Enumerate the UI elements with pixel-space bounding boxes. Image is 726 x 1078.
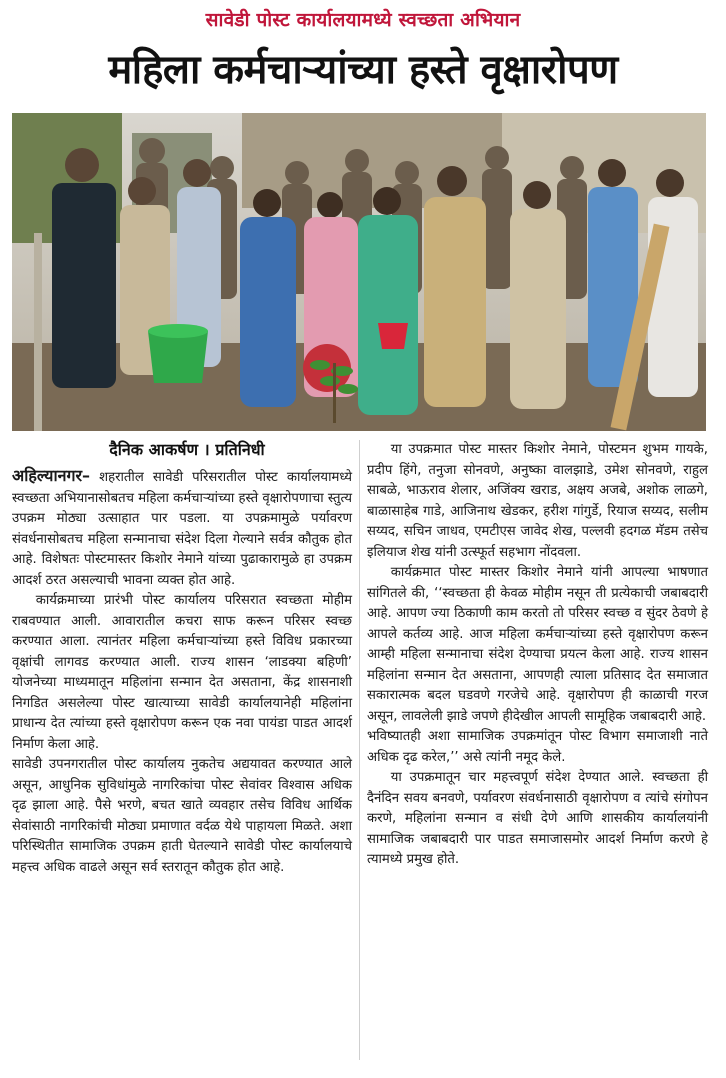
article-paragraph xyxy=(12,466,352,591)
paragraph-text: शहरातील सावेडी परिसरातील पोस्ट कार्यालयामध्ये स्वच्छता अभियानासोबतच महिला कर्मचाऱ्यांच्या हस्ते वृक्षारोपणाचा स्तुत्य उपक्रम मोठ्या उत्साहात पार पडला. या उपक्रमामुळे पर्यावरण संवर्धनासोबतच महिला सन्मानाचा संदेश दिला गेल्याने सर्वत्र कौतुक होत आहे. विशेषतः पोस्टमास्तर किशोर नेमाने यांच्या पुढाकारामुळे हा उपक्रम आदर्श ठरत असल्याची भावना व्यक्त होत आहे. xyxy=(12,470,352,588)
dateline: अहिल्यानगर– xyxy=(12,466,91,485)
article-headline: महिला कर्मचाऱ्यांच्या हस्ते वृक्षारोपण xyxy=(108,47,618,93)
article-photo xyxy=(12,113,706,431)
article-column-left xyxy=(12,466,352,878)
article-paragraph: कार्यक्रमाच्या प्रारंभी पोस्ट कार्यालय परिसरात स्वच्छता मोहीम राबवण्यात आली. आवारातील कचरा साफ करून परिसर स्वच्छ करण्यात आला. त्यानंतर महिला कर्मचाऱ्यांच्या हस्ते विविध प्रकारच्या वृक्षांची लागवड करण्यात आली. राज्य शासन ‘लाडक्या बहिणी’ योजनेच्या माध्यमातून महिलांना सन्मान देत असताना, केंद्र शासनाशी निगडित असलेल्या पोस्ट खात्याच्या सावेडी कार्यालयानेही महिलांना प्राधान्य देत त्यांच्या हस्ते वृक्षारोपण करून एक नवा पायंडा पाडत आदर्श निर्माण केला आहे. xyxy=(12,593,352,752)
article-kicker: सावेडी पोस्ट कार्यालयामध्ये स्वच्छता अभियान xyxy=(205,9,521,31)
article-paragraph: या उपक्रमातून चार महत्त्वपूर्ण संदेश देण्यात आले. स्वच्छता ही दैनंदिन सवय बनवणे, पर्यावरण संवर्धनासाठी वृक्षारोपण व त्यांचे संगोपन करणे, महिलांना सन्मान व संधी देणे आणि शासकीय कार्यालयांनी सामाजिक जबाबदारी पार पाडत समाजासमोर आदर्श निर्माण करणे हे त्यामध्ये प्रमुख होते. xyxy=(367,770,708,867)
article-byline: दैनिक आकर्षण । प्रतिनिधी xyxy=(109,440,265,459)
article-paragraph: कार्यक्रमात पोस्ट मास्तर किशोर नेमाने यांनी आपल्या भाषणात सांगितले की, ‘‘स्वच्छता ही केवळ मोहीम नसून ती प्रत्येकाची जबाबदारी आहे. आपण ज्या ठिकाणी काम करतो तो परिसर स्वच्छ व सुंदर ठेवणे हे आपले कर्तव्य आहे. आज महिला कर्मचाऱ्यांच्या हस्ते वृक्षारोपण करून आम्ही महिला सन्मानाचा संदेश देण्याचा प्रयत्न केला आहे. राज्य शासन महिलांना सन्मान देत असताना, आपणही त्याला प्रतिसाद देत समाजात सकारात्मक बदल घडवणे गरजेचे आहे. वृक्षारोपण ही काळाची गरज असून, लावलेली झाडे जपणे हीदेखील आपली सामूहिक जबाबदारी आहे. xyxy=(367,565,708,724)
article-paragraph: या उपक्रमात पोस्ट मास्तर किशोर नेमाने, पोस्टमन शुभम गायके, प्रदीप हिंगे, तनुजा सोनवणे, अनुष्का वालझाडे, उमेश सोनवणे, राहुल साबळे, भाऊराव शेलार, अजिंक्य खराड, अक्षय अजबे, अशोक लाळगे, बाळासाहेब गाडे, आजिनाथ खेडकर, हरीश गांगुर्डे, रियाज सय्यद, सलीम सय्यद, सचिन जाधव, एमटीएस जावेद शेख, पल्लवी हदगळ मॅडम तसेच इलियाज शेख यांनी उत्स्फूर्त सहभाग नोंदवला. xyxy=(367,442,708,560)
group-photo-illustration xyxy=(12,113,706,431)
column-divider xyxy=(359,440,360,1060)
article-column-right xyxy=(367,440,708,871)
article-paragraph: सावेडी उपनगरातील पोस्ट कार्यालय नुकतेच अद्ययावत करण्यात आले असून, आधुनिक सुविधांमुळे नागरिकांचा पोस्ट सेवांवर विश्वास अधिक दृढ झाला आहे. पैसे भरणे, बचत खाते व्यवहार तसेच विविध आर्थिक सेवांसाठी नागरिकांची मोठ्या प्रमाणात वर्दळ येथे पाहायला मिळते. अशा परिस्थितीत सामाजिक उपक्रम हाती घेतल्याने सावेडी पोस्ट कार्यालयाचे महत्त्व अधिक वाढले असून सर्व स्तरातून कौतुक होत आहे. xyxy=(12,757,352,875)
article-paragraph: भविष्यातही अशा सामाजिक उपक्रमांतून पोस्ट विभाग समाजाशी नाते अधिक दृढ करेल,’’ असे त्यांनी नमूद केले. xyxy=(367,729,708,765)
